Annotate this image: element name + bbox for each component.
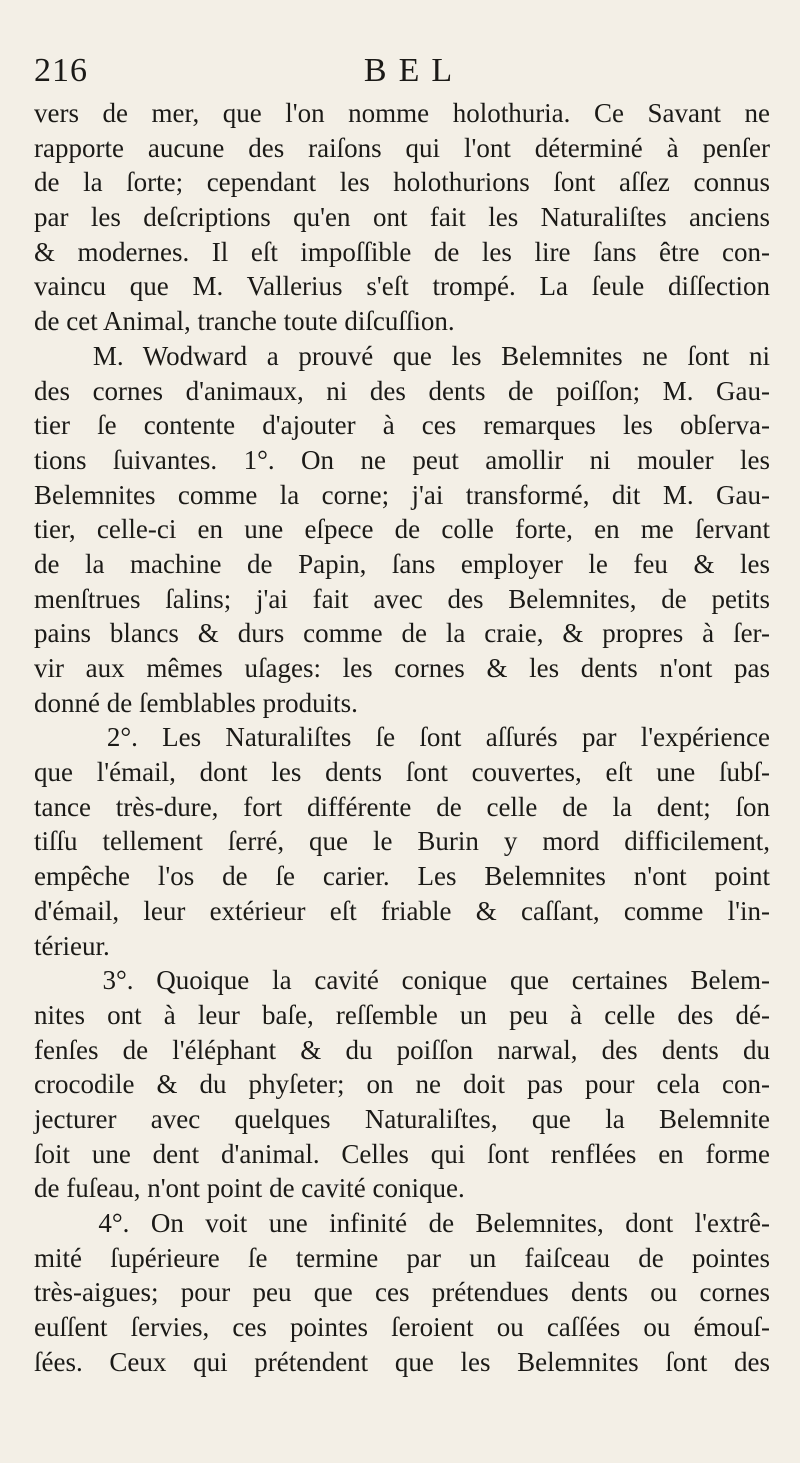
text-line: 2°. Les Naturaliſtes ſe ſont aſſurés par l'expérience [34, 722, 770, 753]
text-line: empêche l'os de ſe carier. Les Belemnites n'ont point [34, 861, 770, 892]
text-line: 4°. On voit une infinité de Belemnites, dont l'extrê- [34, 1208, 770, 1238]
text-line: que l'émail, dont les dents ſont couvertes, eſt une ſubſ- [34, 757, 770, 788]
text-line: & modernes. Il eſt impoſſible de les lire ſans être con- [34, 236, 770, 267]
text-line: de fuſeau, n'ont point de cavité conique. [34, 1173, 465, 1204]
text-line: vers de mer, que l'on nomme holothuria. Ce Savant ne [34, 98, 770, 128]
text-line: de la ſorte; cependant les holothurions ſont aſſez connus [34, 167, 770, 198]
text-line: vir aux mêmes uſages: les cornes & les dents n'ont pas [34, 653, 770, 683]
text-line: Belemnites comme la corne; j'ai transformé, dit M. Gau- [34, 479, 770, 510]
text-line: par les deſcriptions qu'en ont fait les Naturaliſtes anciens [34, 202, 770, 233]
text-line: tier, celle-ci en une eſpece de colle forte, en me ſervant [34, 514, 770, 545]
text-line: M. Wodward a prouvé que les Belemnites ne ſont ni [34, 340, 770, 371]
text-line: très-aigues; pour peu que ces prétendues dents ou cornes [34, 1277, 770, 1308]
text-line: de cet Animal, tranche toute diſcuſſion. [34, 306, 455, 337]
text-line: tance très-dure, fort différente de celle de la dent; ſon [34, 791, 770, 822]
text-line: vaincu que M. Vallerius s'eſt trompé. La ſeule diſſection [34, 271, 770, 302]
text-line: ſées. Ceux qui prétendent que les Belemnites ſont des [34, 1346, 770, 1377]
text-line: tions ſuivantes. 1°. On ne peut amollir ni mouler les [34, 444, 770, 475]
page-number: 216 [34, 52, 88, 89]
text-line: pains blancs & durs comme de la craie, & propres à ſer- [34, 618, 770, 649]
text-line: menſtrues ſalins; j'ai fait avec des Belemnites, de petits [34, 583, 770, 614]
text-line: tier ſe contente d'ajouter à ces remarques les obſerva- [34, 410, 770, 441]
text-line: des cornes d'animaux, ni des dents de poiſſon; M. Gau- [34, 375, 770, 406]
text-line: tiſſu tellement ſerré, que le Burin y mord difficilement, [34, 826, 770, 857]
text-line: fenſes de l'éléphant & du poiſſon narwal, des dents du [34, 1034, 770, 1065]
text-line: euſſent ſervies, ces pointes ſeroient ou caſſées ou émouſ- [34, 1312, 770, 1343]
text-line: térieur. [34, 930, 110, 961]
text-line: de la machine de Papin, ſans employer le feu & les [34, 548, 770, 579]
text-line: 3°. Quoique la cavité conique que certaines Belem- [34, 965, 770, 996]
page-header [34, 46, 764, 96]
text-line: rapporte aucune des raiſons qui l'ont déterminé à penſer [34, 132, 770, 163]
text-line: nites ont à leur baſe, reſſemble un peu à celle des dé- [34, 999, 770, 1030]
text-line: jecturer avec quelques Naturaliſtes, que la Belemnite [34, 1103, 770, 1134]
running-head: BEL [363, 52, 465, 89]
text-line: mité ſupérieure ſe termine par un faiſceau de pointes [34, 1242, 770, 1273]
text-line: d'émail, leur extérieur eſt friable & caſſant, comme l'in- [34, 895, 770, 926]
body-text [34, 96, 770, 1379]
text-line: donné de ſemblables produits. [34, 687, 358, 718]
text-line: ſoit une dent d'animal. Celles qui ſont renflées en forme [34, 1138, 770, 1169]
text-line: crocodile & du phyſeter; on ne doit pas pour cela con- [34, 1069, 770, 1100]
